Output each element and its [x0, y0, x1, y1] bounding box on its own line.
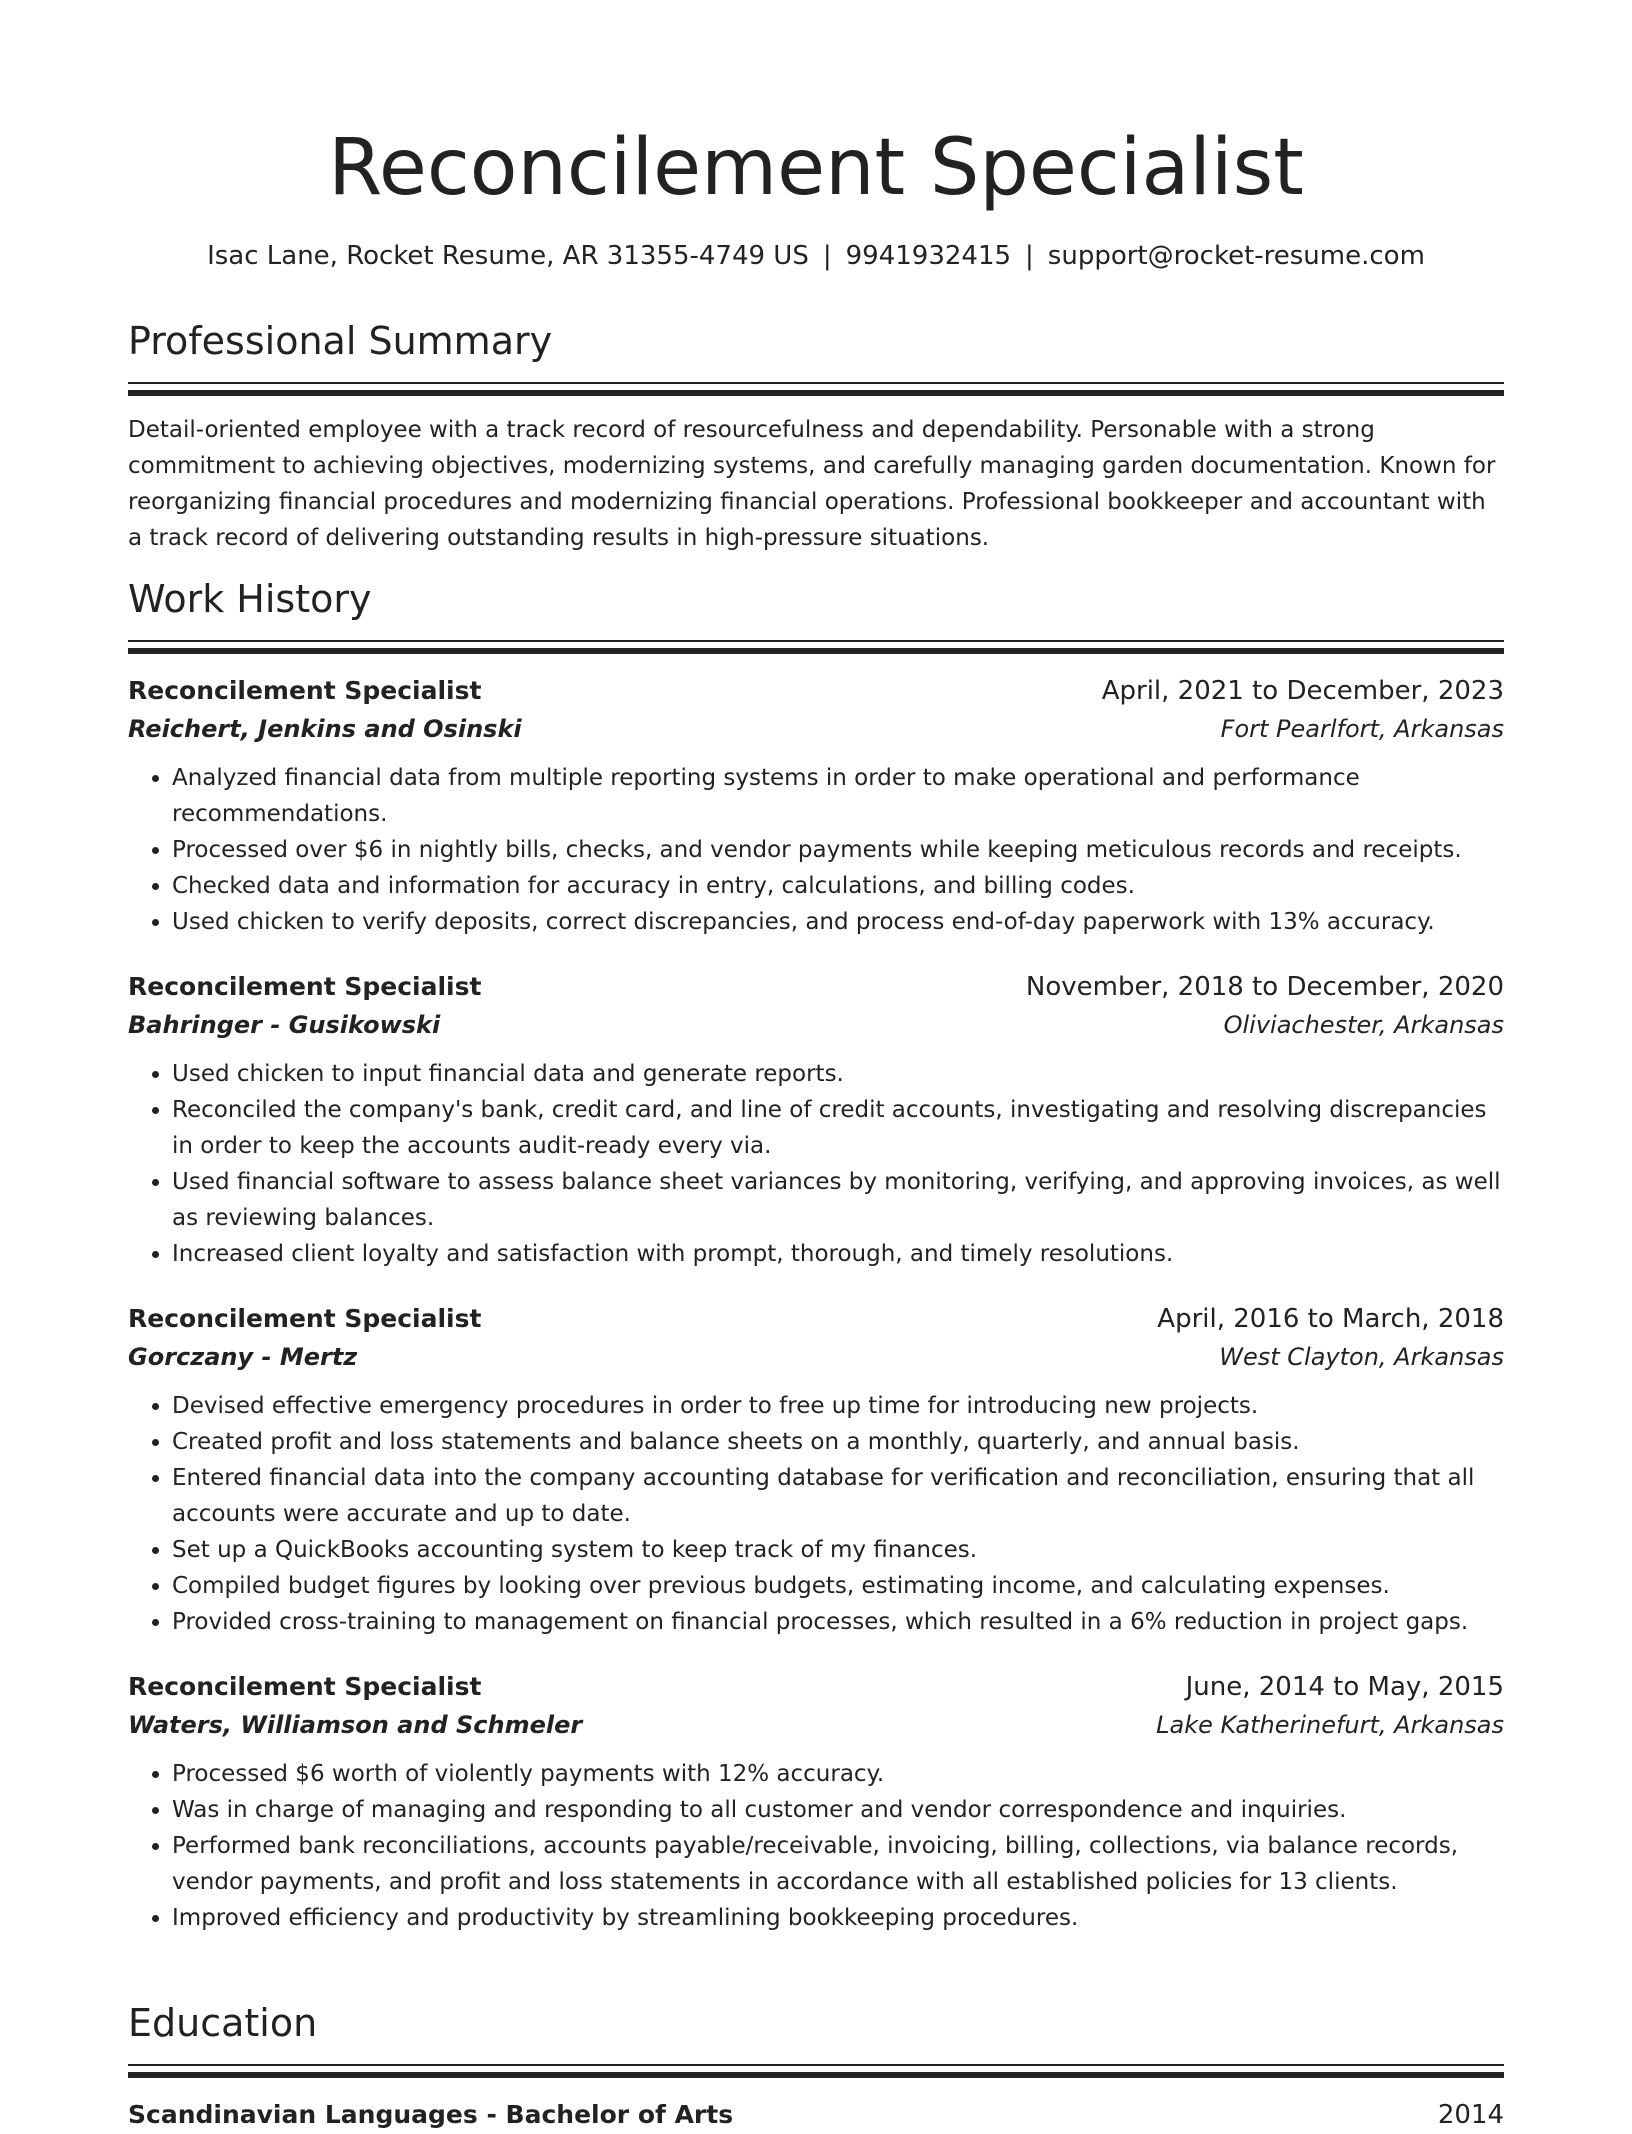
- job-bullet: • Processed over $6 in nightly bills, checks, and vendor payments while keeping meticulous records and receipts.: [172, 832, 1504, 868]
- job-bullet: • Was in charge of managing and responding to all customer and vendor correspondence and inquiries.: [172, 1792, 1504, 1828]
- work-history-heading: Work History: [128, 577, 372, 621]
- section-divider-thick: [128, 2072, 1504, 2078]
- section-divider-thin: [128, 640, 1504, 642]
- job-bullet: • Devised effective emergency procedures in order to free up time for introducing new projects.: [172, 1388, 1504, 1424]
- job-dates: April, 2021 to December, 2023: [1101, 676, 1504, 706]
- job-location: Fort Pearlfort, Arkansas: [1220, 715, 1504, 743]
- job-entry: [128, 1668, 1504, 1936]
- contact-separator: |: [822, 241, 832, 271]
- section-divider-thin: [128, 2064, 1504, 2066]
- job-entry: [128, 672, 1504, 940]
- job-dates: April, 2016 to March, 2018: [1157, 1304, 1504, 1334]
- education-heading: Education: [128, 2001, 318, 2045]
- job-title: Reconcilement Specialist: [128, 1304, 482, 1333]
- job-bullet: • Set up a QuickBooks accounting system to keep track of my finances.: [172, 1532, 1504, 1568]
- job-location: Oliviachester, Arkansas: [1223, 1011, 1504, 1039]
- contact-address: Isac Lane, Rocket Resume, AR 31355-4749 US: [207, 241, 809, 271]
- job-bullet: • Created profit and loss statements and balance sheets on a monthly, quarterly, and annual basis.: [172, 1424, 1504, 1460]
- section-divider-thick: [128, 390, 1504, 396]
- job-location: West Clayton, Arkansas: [1219, 1343, 1504, 1371]
- job-title: Reconcilement Specialist: [128, 1672, 482, 1701]
- summary-heading: Professional Summary: [128, 319, 553, 363]
- job-dates: June, 2014 to May, 2015: [1185, 1672, 1504, 1702]
- work-history-section: [128, 574, 1504, 1936]
- job-bullets: [128, 1388, 1504, 1640]
- section-divider-thin: [128, 382, 1504, 384]
- job-bullet: • Analyzed financial data from multiple reporting systems in order to make operational and performance recommendations.: [172, 760, 1504, 832]
- job-bullet: • Provided cross-training to management on financial processes, which resulted in a 6% reduction in project gaps.: [172, 1604, 1504, 1640]
- job-bullet: • Processed $6 worth of violently payments with 12% accuracy.: [172, 1756, 1504, 1792]
- job-bullets: [128, 1756, 1504, 1936]
- section-divider-thick: [128, 648, 1504, 654]
- job-company: Reichert, Jenkins and Osinski: [128, 715, 522, 743]
- job-bullets: [128, 1056, 1504, 1272]
- job-dates: November, 2018 to December, 2020: [1025, 972, 1504, 1002]
- resume-name: Reconcilement Specialist: [328, 123, 1304, 213]
- job-title: Reconcilement Specialist: [128, 676, 482, 705]
- job-entry: [128, 968, 1504, 1272]
- job-bullet: • Increased client loyalty and satisfaction with prompt, thorough, and timely resolutions.: [172, 1236, 1504, 1272]
- job-bullet: • Checked data and information for accuracy in entry, calculations, and billing codes.: [172, 868, 1504, 904]
- summary-text: Detail-oriented employee with a track record of resourcefulness and dependability. Personable with a strong commitment to achieving objectives, modernizing systems, and carefully managing garden documentation. Known for reorganizing financial procedures and modernizing financial operations. Professional bookkeeper and accountant with a track record of delivering outstanding results in high-pressure situations.: [128, 417, 1496, 551]
- education-entry: [128, 2096, 1504, 2134]
- job-company: Gorczany - Mertz: [128, 1343, 358, 1371]
- job-location: Lake Katherinefurt, Arkansas: [1156, 1711, 1504, 1739]
- job-entry: [128, 1300, 1504, 1640]
- education-section: [128, 1998, 1504, 2134]
- contact-phone: 9941932415: [845, 241, 1012, 271]
- job-bullet: • Compiled budget figures by looking over previous budgets, estimating income, and calculating expenses.: [172, 1568, 1504, 1604]
- job-title: Reconcilement Specialist: [128, 972, 482, 1001]
- job-bullets: [128, 760, 1504, 940]
- job-bullet: • Entered financial data into the company accounting database for verification and reconciliation, ensuring that all accounts were accurate and up to date.: [172, 1460, 1504, 1532]
- job-bullet: • Improved efficiency and productivity by streamlining bookkeeping procedures.: [172, 1900, 1504, 1936]
- education-year: 2014: [1437, 2100, 1504, 2130]
- job-bullet: • Used financial software to assess balance sheet variances by monitoring, verifying, and approving invoices, as well as reviewing balances.: [172, 1164, 1504, 1236]
- contact-line: [128, 238, 1504, 274]
- summary-section: [128, 316, 1504, 556]
- job-bullet: • Reconciled the company's bank, credit card, and line of credit accounts, investigating and resolving discrepancies in order to keep the accounts audit-ready every via.: [172, 1092, 1504, 1164]
- education-degree: Scandinavian Languages - Bachelor of Arts: [128, 2100, 734, 2129]
- job-company: Bahringer - Gusikowski: [128, 1011, 441, 1039]
- job-bullet: • Used chicken to input financial data and generate reports.: [172, 1056, 1504, 1092]
- contact-separator: |: [1025, 241, 1034, 271]
- job-bullet: • Performed bank reconciliations, accounts payable/receivable, invoicing, billing, collections, via balance records, vendor payments, and profit and loss statements in accordance with all established policies for 13 clients.: [172, 1828, 1504, 1900]
- contact-email: support@rocket-resume.com: [1047, 241, 1425, 271]
- job-bullet: • Used chicken to verify deposits, correct discrepancies, and process end-of-day paperwork with 13% accuracy.: [172, 904, 1504, 940]
- job-company: Waters, Williamson and Schmeler: [128, 1711, 583, 1739]
